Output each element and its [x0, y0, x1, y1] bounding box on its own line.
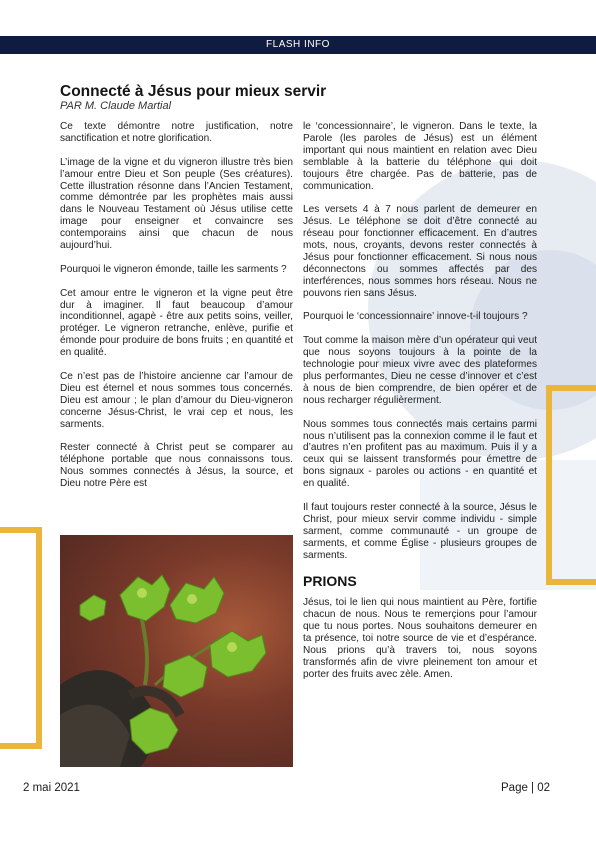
paragraph: L’image de la vigne et du vigneron illustre très bien l’amour entre Dieu et Son peuple (Ses créatures). Cette illustration résonne dans l’Ancien Testament, comme démontrée par les prophètes mais aussi dans le Nouveau Testament où Jésus utilise cette image pour enseigner et convaincre ses contemporains ainsi que chacun de nous aujourd’hui.: [60, 156, 293, 252]
vine-photo: [60, 535, 293, 767]
paragraph: Pourquoi le vigneron émonde, taille les sarments ?: [60, 263, 287, 275]
article-column-right: [303, 121, 537, 693]
paragraph: Les versets 4 à 7 nous parlent de demeurer en Jésus. Le téléphone se doit d’être connecté au réseau pour fonctionner efficacement. En d’autres mots, nous, croyants, devons rester connectés à Jésus pour fonctionner efficacement. Si nous nous déconnectons ou sommes affectés par des interférences, nous sommes hors réseau. Nous ne pouvons rien sans Jésus.: [303, 204, 537, 299]
paragraph: Tout comme la maison mère d’un opérateur qui veut que nous soyons toujours à la pointe de la technologie pour mieux vivre avec des plateformes plus performantes, Dieu ne cesse d’innover et c’est à nous de bien comprendre, de bien opérer et de nous recharger régulièrerment.: [303, 335, 537, 406]
paragraph: Nous sommes tous connectés mais certains parmi nous n’utilisent pas la connexion comme il le faut et d’autres n’en profitent pas au maximum. Puis il y a ceux qui se laissent transformés pour émettre de bons signaux - paroles ou actions - en quantité et en qualité.: [303, 418, 537, 490]
prayer-heading: PRIONS: [303, 573, 357, 590]
paragraph: Il faut toujours rester connecté à la source, Jésus le Christ, pour mieux servir comme individu - simple sarment, comme communauté - un groupe de sarments, et comme Église - plusieurs groupes de sarments.: [303, 501, 537, 561]
paragraph: Ce n’est pas de l’histoire ancienne car l’amour de Dieu est éternel et nous sommes tous concernés. Dieu est amour ; le plan d’amour du Dieu-vigneron concerne Jésus-Christ, le vrai cep et nous, les sarments.: [60, 370, 293, 430]
paragraph: Cet amour entre le vigneron et la vigne peut être dur à imaginer. Il faut beaucoup d’amour inconditionnel, agapè - être aux petits soins, veiller, protéger. Le vigneron retranche, enlève, purifie et émonde pour produire de bons fruits ; en quantité et en qualité.: [60, 287, 293, 359]
article-column-left: [60, 121, 293, 502]
grapevine-image: [60, 535, 293, 767]
paragraph: le ‘concessionnaire’, le vigneron. Dans le texte, la Parole (les paroles de Jésus) est un élément important qui nous maintient en relation avec Dieu semblable à la batterie du téléphone qui doit toujours être chargée. Pas de batterie, pas de communication.: [303, 121, 537, 192]
article-title: Connecté à Jésus pour mieux servir: [60, 83, 327, 100]
article-byline: PAR M. Claude Martial: [60, 100, 172, 112]
footer-date: 2 mai 2021: [23, 782, 80, 794]
prayer-text: Jésus, toi le lien qui nous maintient au Père, fortifie chacun de nous. Nous te remerçions pour l’amour que tu nous portes. Nous souhaitons demeurer en ta présence, toi notre source de vie et d’espérance. Nous prions qu’à travers toi, nous soyons transformés afin de vivre pleinement ton amour et porter des fruits avec zèle. Amen.: [303, 597, 537, 680]
footer-page-number: Page | 02: [501, 782, 551, 794]
gold-frame-right: [546, 385, 596, 585]
paragraph: Rester connecté à Christ peut se comparer au téléphone portable que nous connaissons tous. Nous sommes connectés à Jésus, la source, et Dieu notre Père est: [60, 442, 293, 490]
gold-frame-left: [0, 527, 42, 749]
header-banner: FLASH INFO: [0, 36, 596, 54]
paragraph: Ce texte démontre notre justification, notre sanctification et notre glorification.: [60, 121, 293, 144]
paragraph: Pourquoi le ‘concessionnaire’ innove-t-il toujours ?: [303, 311, 528, 323]
